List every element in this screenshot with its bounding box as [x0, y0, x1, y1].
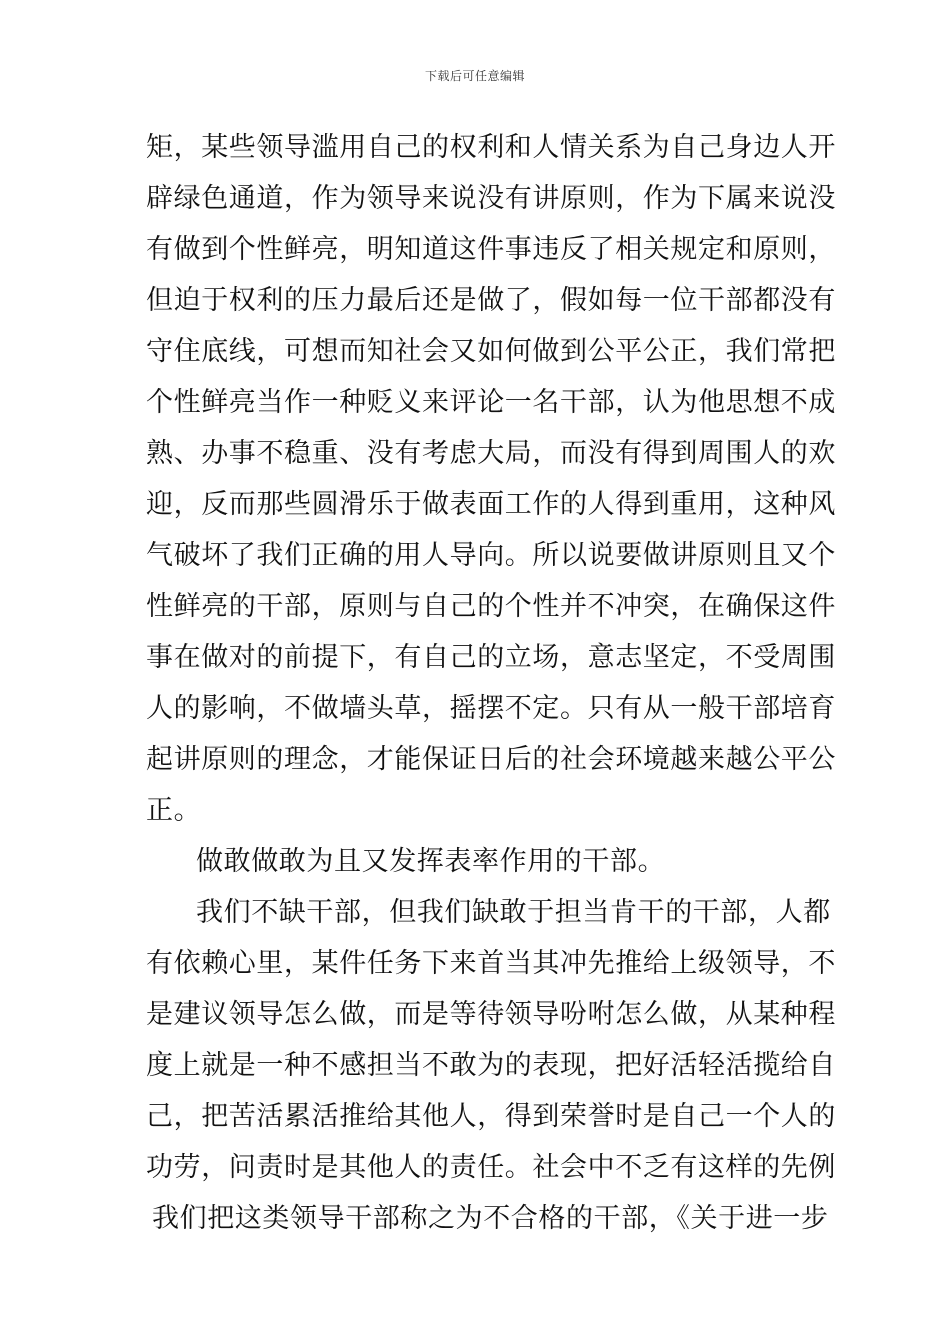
text-line: 熟、办事不稳重、没有考虑大局，而没有得到周围人的欢 [146, 438, 836, 469]
text-line: 度上就是一种不感担当不敢为的表现，把好活轻活揽给自 [146, 1050, 836, 1081]
header-note: 下载后可任意编辑 [424, 69, 525, 83]
text-line: 个性鲜亮当作一种贬义来评论一名干部，认为他思想不成 [146, 387, 836, 418]
text-line: 性鲜亮的干部，原则与自己的个性并不冲突，在确保这件 [146, 591, 836, 622]
text-line: 人的影响，不做墙头草，摇摆不定。只有从一般干部培育 [146, 693, 836, 724]
text-line: 己，把苦活累活推给其他人，得到荣誉时是自己一个人的 [146, 1101, 836, 1132]
section-heading: 做敢做敢为且又发挥表率作用的干部。 [196, 846, 666, 877]
text-line: 有做到个性鲜亮，明知道这件事违反了相关规定和原则， [146, 234, 836, 265]
text-line: 气破坏了我们正确的用人导向。所以说要做讲原则且又个 [146, 540, 836, 571]
text-line: 我们把这类领导干部称之为不合格的干部，《关于进一步 [152, 1203, 829, 1234]
text-line: 但迫于权利的压力最后还是做了，假如每一位干部都没有 [146, 285, 836, 316]
text-line: 守住底线，可想而知社会又如何做到公平公正，我们常把 [146, 336, 836, 367]
text-line: 是建议领导怎么做，而是等待领导吩咐怎么做，从某种程 [146, 999, 836, 1030]
text-line: 功劳，问责时是其他人的责任。社会中不乏有这样的先例 [146, 1152, 836, 1183]
paragraph-start-line: 我们不缺干部，但我们缺敢于担当肯干的干部，人都 [196, 897, 831, 928]
body-text [146, 122, 836, 1244]
text-line: 矩，某些领导滥用自己的权利和人情关系为自己身边人开 [146, 132, 836, 163]
text-line: 起讲原则的理念，才能保证日后的社会环境越来越公平公 [146, 744, 836, 775]
text-line: 事在做对的前提下，有自己的立场，意志坚定，不受周围 [146, 642, 836, 673]
text-line: 正。 [146, 795, 202, 826]
text-line: 有依赖心里，某件任务下来首当其冲先推给上级领导，不 [146, 948, 836, 979]
text-line: 迎，反而那些圆滑乐于做表面工作的人得到重用，这种风 [146, 489, 836, 520]
text-line: 辟绿色通道，作为领导来说没有讲原则，作为下属来说没 [146, 183, 836, 214]
